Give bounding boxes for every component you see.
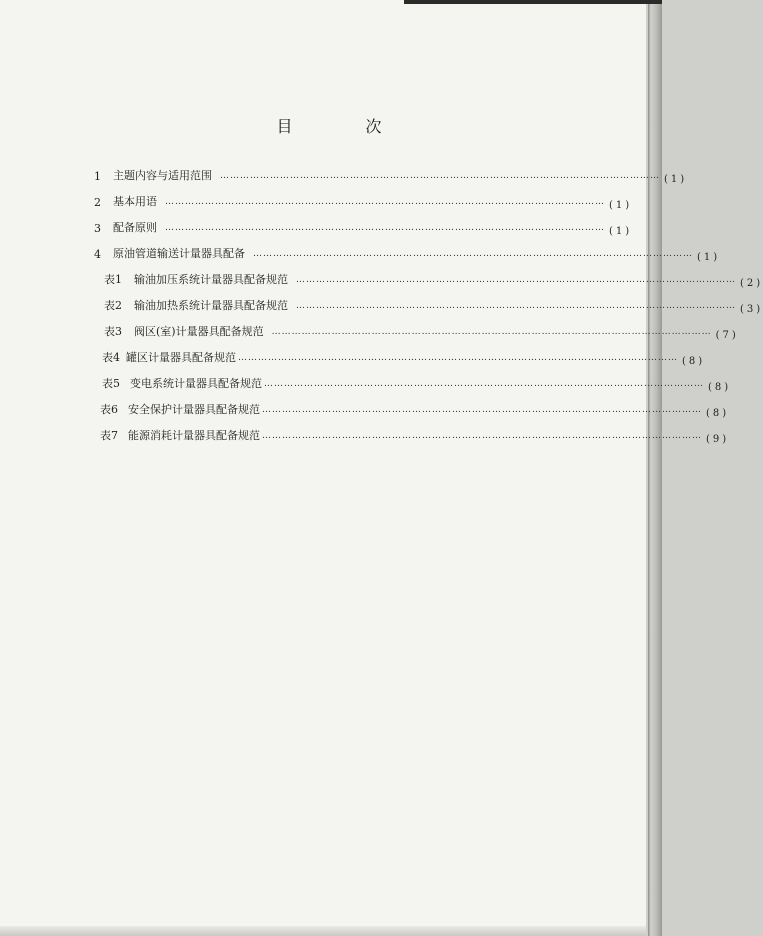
- toc-entry-number: 表3: [104, 325, 122, 338]
- toc-leader-dots: ……………………………………………………………………………………………………………………: [271, 327, 712, 337]
- toc-leader-dots: ……………………………………………………………………………………………………………………: [262, 431, 702, 441]
- toc-entry-label: 输油加热系统计量器具配备规范: [134, 299, 288, 312]
- toc-entry-number: 表2: [104, 299, 122, 312]
- toc-leader-dots: ……………………………………………………………………………………………………………………: [296, 275, 736, 285]
- toc-entry-page: (1): [664, 174, 688, 185]
- toc-entry: [94, 191, 633, 211]
- toc-entry-label: 变电系统计量器具配备规范: [130, 377, 262, 390]
- toc-entry: [104, 295, 763, 315]
- toc-entry-page: (8): [706, 408, 730, 419]
- toc-entry-number: 1: [94, 170, 101, 183]
- toc-entry: [94, 243, 721, 263]
- toc-entry-page: (1): [609, 200, 633, 211]
- toc-entry: [94, 217, 633, 237]
- toc-entry-number: 表1: [104, 273, 122, 286]
- toc-entry: [104, 269, 763, 289]
- toc-leader-dots: ……………………………………………………………………………………………………………………: [238, 353, 678, 363]
- toc-entry-number: 3: [94, 222, 101, 235]
- toc-entry-page: (2): [740, 278, 763, 289]
- toc-entry-number: 表5: [102, 377, 120, 390]
- toc-entry-label: 基本用语: [113, 195, 157, 208]
- toc-entry-number: 表6: [100, 403, 118, 416]
- toc-entry-number: 表4: [102, 351, 120, 364]
- toc-entry-number: 2: [94, 196, 101, 209]
- toc-entry: [94, 165, 688, 185]
- toc-entry-page: (7): [715, 330, 739, 341]
- page-title: 目 次: [276, 117, 416, 136]
- toc-entry-label: 输油加压系统计量器具配备规范: [134, 273, 288, 286]
- toc-leader-dots: ……………………………………………………………………………………………………………………: [253, 249, 693, 259]
- toc-entry-page: (3): [740, 304, 763, 315]
- toc-leader-dots: ……………………………………………………………………………………………………………………: [262, 405, 702, 415]
- toc-entry-label: 罐区计量器具配备规范: [126, 351, 236, 364]
- toc-entry-label: 能源消耗计量器具配备规范: [128, 429, 260, 442]
- toc-leader-dots: ……………………………………………………………………………………………………………………: [264, 379, 704, 389]
- toc-entry-label: 主题内容与适用范围: [113, 169, 212, 182]
- toc-entry: [102, 373, 732, 393]
- toc-entry-page: (1): [697, 252, 721, 263]
- toc-entry-number: 4: [94, 248, 101, 261]
- toc-entry: [100, 399, 730, 419]
- toc-entry: [100, 425, 730, 445]
- toc-entry-label: 配备原则: [113, 221, 157, 234]
- toc-entry-number: 表7: [100, 429, 118, 442]
- toc-leader-dots: ……………………………………………………………………………………………………………………: [165, 197, 605, 207]
- toc-entry-page: (8): [708, 382, 732, 393]
- toc-entry: [104, 321, 739, 341]
- toc-entry-label: 安全保护计量器具配备规范: [128, 403, 260, 416]
- toc-entry-page: (8): [682, 356, 706, 367]
- toc-leader-dots: ……………………………………………………………………………………………………………………: [165, 223, 605, 233]
- toc-leader-dots: ……………………………………………………………………………………………………………………: [296, 301, 736, 311]
- toc-leader-dots: ……………………………………………………………………………………………………………………: [220, 171, 660, 181]
- toc-entry-page: (9): [706, 434, 730, 445]
- toc-entry: [102, 347, 706, 367]
- toc-entry-page: (1): [609, 226, 633, 237]
- toc-entry-label: 阀区(室)计量器具配备规范: [134, 325, 264, 338]
- toc-entry-label: 原油管道输送计量器具配备: [113, 247, 245, 260]
